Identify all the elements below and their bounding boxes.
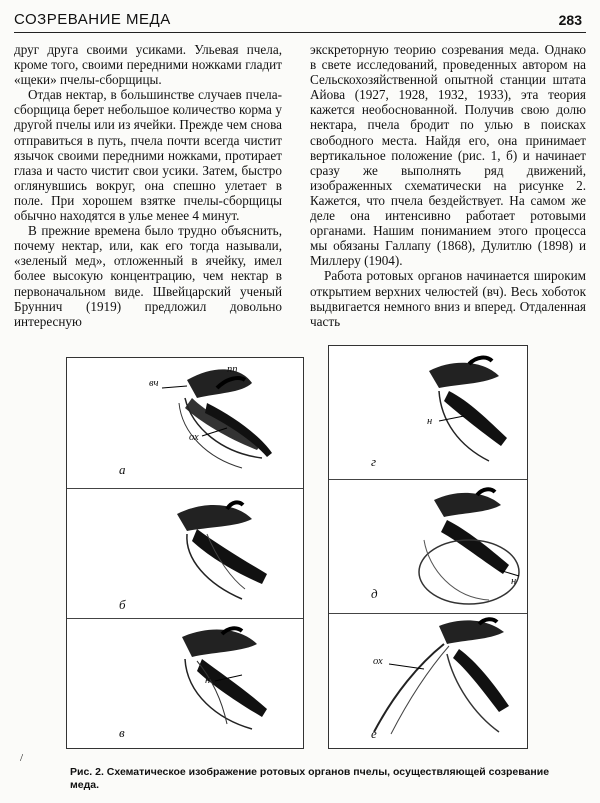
mouthparts-drawing (67, 619, 303, 749)
figure-panel-b (67, 488, 303, 619)
paragraph: Отдав нектар, в большинстве случаев пчела-сборщица берет небольшое количество корма у другой пчелы или из ячейки. Прежде чем снова отправиться в путь, пчела почти всегда чистит язычок своими передними ножками, протирает глаза и часто чистит свои усики. Затем, быстро оглянувшись вокруг, она спешно улетает в поле. При хорошем взятке пчелы-сборщицы обычно находятся в улье менее 4 минут. (14, 87, 282, 224)
panel-label-v: в (119, 725, 125, 740)
mouthparts-drawing (329, 480, 527, 614)
panel-label-g: г (371, 454, 377, 469)
paragraph: друг друга своими усиками. Ульевая пчела, кроме того, своими передними ножками гладит «щеки» пчелы-сборщицы. (14, 42, 282, 88)
label-okh: ох (373, 656, 383, 667)
label-okh: ох (189, 432, 199, 443)
figure-right-box (328, 345, 528, 749)
paragraph: Работа ротовых органов начинается широким открытием верхних челюстей (вч). Весь хоботок выдвигается немного вниз и вперед. Отдаленная часть (310, 268, 586, 329)
figure-caption: Рис. 2. Схематическое изображение ротовых органов пчелы, осуществляющей созревание меда. (70, 766, 550, 791)
label-vch: вч (149, 378, 159, 389)
page-number: 283 (558, 12, 582, 28)
chapter-title: СОЗРЕВАНИЕ МЕДА (14, 11, 171, 28)
figure-panel-d (329, 479, 527, 614)
panel-label-e: е (371, 726, 377, 741)
figure-left-box (66, 357, 304, 749)
figure-panel-e (329, 613, 527, 749)
panel-label-b: б (119, 597, 126, 612)
mouthparts-drawing (67, 489, 303, 619)
margin-mark: / (20, 752, 24, 764)
paragraph: В прежние времена было трудно объяснить, почему нектар, или, как его тогда называли, «зеленый мед», отложенный в ячейку, имел более высокую концентрацию, чем нектар в первоначальном виде. Швейцарский ученый Бруннич (1919) предложил довольно интересную (14, 223, 282, 329)
mouthparts-drawing (329, 614, 527, 749)
panel-label-d: д (371, 586, 378, 601)
mouthparts-drawing (329, 346, 527, 479)
running-header (14, 6, 586, 33)
figure-panel-g (329, 346, 527, 479)
panel-label-a: а (119, 462, 126, 477)
figure-panel-a (67, 358, 303, 488)
left-text-column (14, 42, 282, 329)
label-n: н (427, 416, 433, 427)
label-pp: пп (227, 364, 238, 375)
right-text-column (310, 42, 586, 329)
label-n: н (205, 675, 211, 686)
paragraph: экскреторную теорию созревания меда. Однако в свете исследований, проведенных автором на Сельскохозяйственной опытной станции штата Айова (1927, 1928, 1932, 1933), эта теория кажется необоснованной. Получив свою долю нектара, пчела бродит по улью в поисках свободного места. Найдя его, она принимает вертикальное положение (рис. 1, б) и начинает сразу же выполнять ряд движений, изображенных схематически на рисунке 2. Кажется, что пчела бездействует. На самом же деле она интенсивно работает ротовыми органами. Нашим пониманием этого процесса мы обязаны Галлапу (1868), Дулитлю (1898) и Миллеру (1904). (310, 42, 586, 269)
mouthparts-drawing (67, 358, 303, 488)
figure-panel-v (67, 618, 303, 749)
label-n: н (511, 576, 517, 587)
